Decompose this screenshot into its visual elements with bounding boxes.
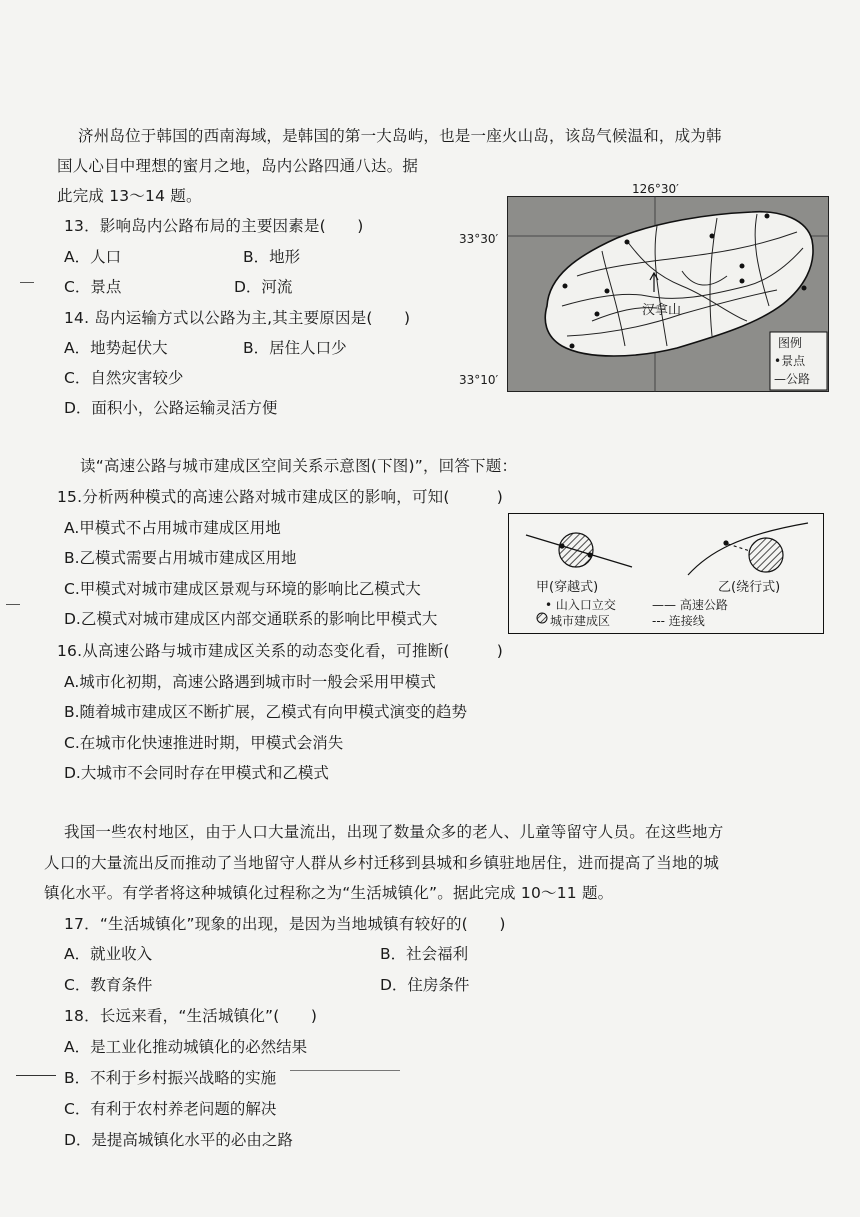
city-area-yi	[749, 538, 783, 572]
scan-mark	[16, 1075, 56, 1076]
q18-option-d[interactable]: D．是提高城镇化水平的必由之路	[64, 1131, 293, 1149]
scan-mark	[290, 1070, 400, 1071]
q16-option-c[interactable]: C.在城市化快速推进时期，甲模式会消失	[64, 734, 344, 752]
q17-option-d[interactable]: D．住房条件	[380, 976, 470, 994]
q13-option-b[interactable]: B．地形	[243, 248, 301, 266]
q15-option-b[interactable]: B.乙模式需要占用城市建成区用地	[64, 549, 297, 567]
passage3-line3: 镇化水平。有学者将这种城镇化过程称之为“生活城镇化”。据此完成 10～11 题。	[44, 884, 614, 902]
q18-option-c[interactable]: C．有利于农村养老问题的解决	[64, 1100, 277, 1118]
scan-mark	[20, 282, 34, 283]
passage1-line3: 此完成 13～14 题。	[57, 187, 202, 205]
q16-option-a[interactable]: A.城市化初期，高速公路遇到城市时一般会采用甲模式	[64, 673, 436, 691]
interchange-icon	[723, 540, 728, 545]
map-latitude-bottom: 33°10′	[459, 373, 499, 387]
q15-stem: 15.分析两种模式的高速公路对城市建成区的影响，可知( )	[57, 488, 503, 506]
map-legend-title: 图例	[778, 336, 803, 350]
passage2: 读“高速公路与城市建成区空间关系示意图(下图)”，回答下题：	[80, 457, 518, 475]
q15-option-c[interactable]: C.甲模式对城市建成区景观与环境的影响比乙模式大	[64, 580, 421, 598]
interchange-icon	[587, 552, 592, 557]
q14-option-c[interactable]: C．自然灾害较少	[64, 369, 184, 387]
map-latitude-top: 33°30′	[459, 232, 499, 246]
diagram-legend-highway: —— 高速公路	[652, 598, 728, 612]
q17-option-a[interactable]: A．就业收入	[64, 945, 153, 963]
q18-option-b[interactable]: B．不利于乡村振兴战略的实施	[64, 1069, 277, 1087]
q16-stem: 16.从高速公路与城市建成区关系的动态变化看，可推断( )	[57, 642, 503, 660]
diagram-legend-connector: --- 连接线	[652, 614, 705, 628]
map-legend-road: —公路	[774, 372, 811, 386]
q14-option-d[interactable]: D．面积小，公路运输灵活方便	[64, 399, 278, 417]
diagram-legend-city: 城市建成区	[550, 614, 611, 628]
q14-option-b[interactable]: B．居住人口少	[243, 339, 347, 357]
legend-city-icon	[537, 613, 547, 623]
passage1-line1: 济州岛位于韩国的西南海域，是韩国的第一大岛屿，也是一座火山岛，该岛气候温和，成为韩	[78, 127, 722, 145]
q15-option-a[interactable]: A.甲模式不占用城市建成区用地	[64, 519, 281, 537]
q17-option-c[interactable]: C．教育条件	[64, 976, 153, 994]
diagram-caption-jia: 甲(穿越式)	[536, 580, 599, 595]
diagram-legend-interchange: • 山入口立交	[545, 598, 616, 612]
scan-mark	[6, 604, 20, 605]
map-longitude-label: 126°30′	[632, 182, 679, 196]
q18-option-a[interactable]: A．是工业化推动城镇化的必然结果	[64, 1038, 308, 1056]
interchange-icon	[559, 543, 564, 548]
passage3-line1: 我国一些农村地区，由于人口大量流出，出现了数量众多的老人、儿童等留守人员。在这些地方	[64, 823, 724, 841]
map-peak-label: 汉拿山	[642, 303, 682, 318]
q13-option-d[interactable]: D．河流	[234, 278, 293, 296]
q13-option-a[interactable]: A．人口	[64, 248, 122, 266]
map-legend-point: •景点	[774, 354, 806, 368]
q14-stem: 14. 岛内运输方式以公路为主,其主要原因是( )	[64, 309, 411, 327]
passage3-line2: 人口的大量流出反而推动了当地留守人群从乡村迁移到县城和乡镇驻地居住，进而提高了当地的城	[44, 854, 720, 872]
q17-stem: 17．“生活城镇化”现象的出现，是因为当地城镇有较好的( )	[64, 915, 506, 933]
q14-option-a[interactable]: A．地势起伏大	[64, 339, 168, 357]
q18-stem: 18．长远来看，“生活城镇化”( )	[64, 1007, 318, 1025]
q16-option-d[interactable]: D.大城市不会同时存在甲模式和乙模式	[64, 764, 329, 782]
q17-option-b[interactable]: B．社会福利	[380, 945, 469, 963]
q16-option-b[interactable]: B.随着城市建成区不断扩展，乙模式有向甲模式演变的趋势	[64, 703, 468, 721]
q13-option-c[interactable]: C．景点	[64, 278, 122, 296]
diagram-caption-yi: 乙(绕行式)	[718, 580, 781, 595]
q13-stem: 13．影响岛内公路布局的主要因素是( )	[64, 217, 364, 235]
passage1-line2: 国人心目中理想的蜜月之地，岛内公路四通八达。据	[57, 157, 419, 175]
q15-option-d[interactable]: D.乙模式对城市建成区内部交通联系的影响比甲模式大	[64, 610, 438, 628]
